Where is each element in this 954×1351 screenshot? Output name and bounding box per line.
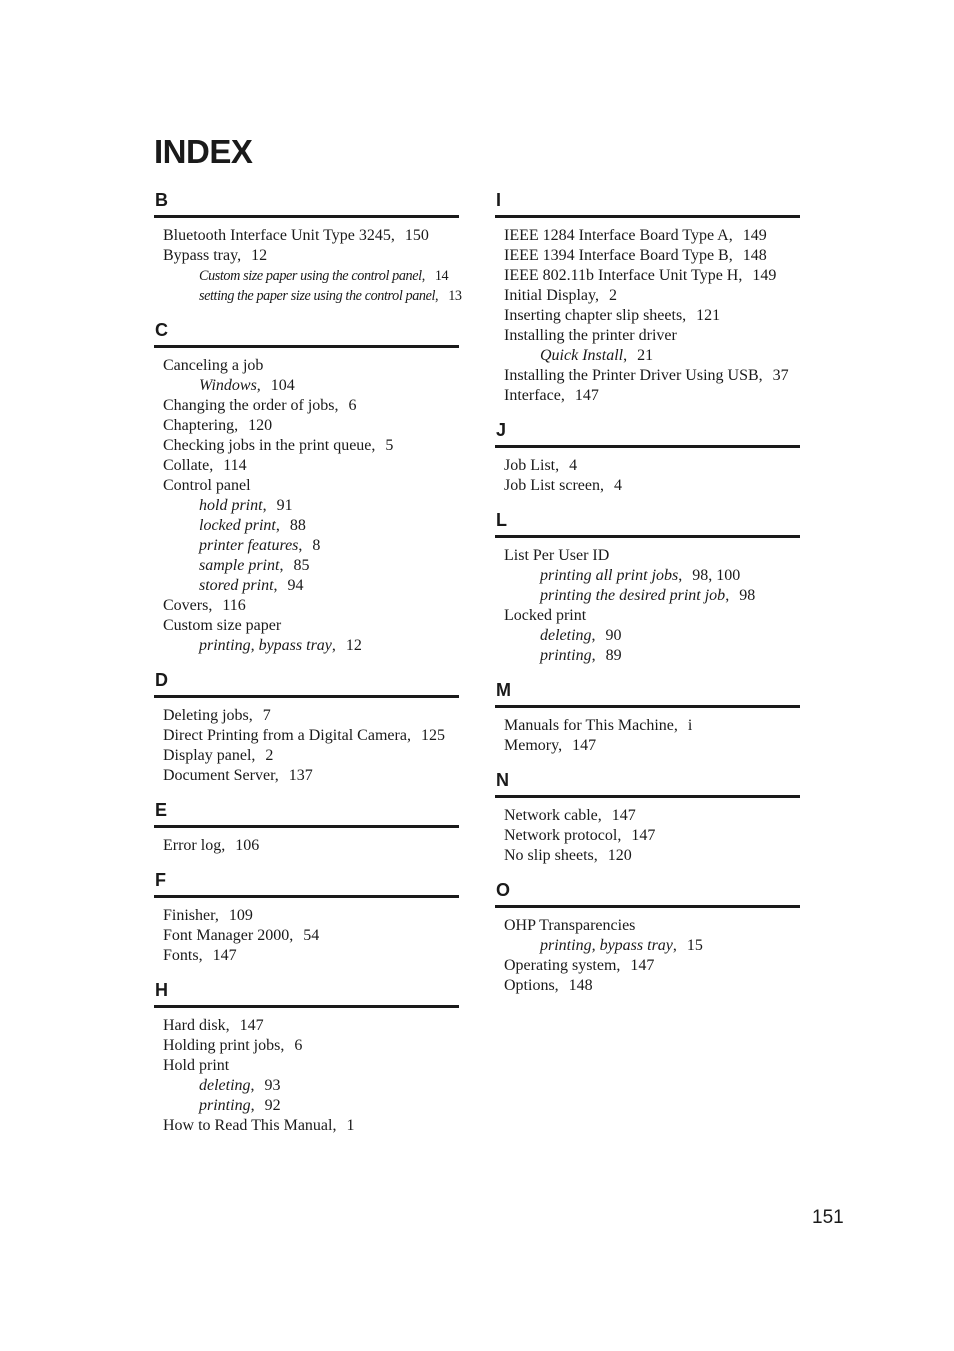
entry-list bbox=[154, 906, 459, 966]
entry-separator: , bbox=[554, 977, 559, 994]
index-entry bbox=[163, 906, 459, 926]
index-entry bbox=[163, 616, 459, 636]
section-letter: B bbox=[155, 190, 168, 210]
entry-page-ref: 114 bbox=[223, 457, 247, 474]
index-entry bbox=[163, 946, 459, 966]
entry-term: Direct Printing from a Digital Camera bbox=[163, 727, 407, 744]
entry-list bbox=[154, 836, 459, 856]
entry-page-ref: 14 bbox=[434, 268, 449, 284]
section-divider bbox=[154, 695, 459, 698]
entry-term: Fonts bbox=[163, 947, 199, 964]
index-entry bbox=[163, 1056, 459, 1076]
index-entry bbox=[504, 736, 800, 756]
entry-term: Network cable bbox=[504, 807, 598, 824]
entry-separator: , bbox=[623, 347, 628, 364]
entry-term: stored print bbox=[199, 577, 274, 594]
entry-separator: , bbox=[758, 367, 763, 384]
entry-page-ref: 85 bbox=[293, 557, 310, 574]
index-entry bbox=[504, 846, 800, 866]
entry-separator: , bbox=[678, 567, 683, 584]
index-entry bbox=[163, 926, 459, 946]
entry-term: printing bbox=[540, 647, 592, 664]
index-entry bbox=[163, 1116, 459, 1136]
entry-list bbox=[154, 706, 459, 786]
section-divider bbox=[495, 445, 800, 448]
entry-term: sample print bbox=[199, 557, 280, 574]
index-subentry bbox=[163, 536, 459, 556]
entry-separator: , bbox=[221, 837, 226, 854]
index-entry bbox=[504, 806, 800, 826]
index-column-left bbox=[154, 188, 462, 1148]
entry-term: Inserting chapter slip sheets bbox=[504, 307, 683, 324]
index-entry bbox=[504, 386, 800, 406]
index-subentry bbox=[163, 286, 462, 306]
index-section-i bbox=[495, 188, 800, 406]
entry-page-ref: 148 bbox=[568, 977, 593, 994]
entry-page-ref: i bbox=[687, 717, 693, 734]
section-letter: O bbox=[496, 880, 511, 900]
entry-term: printing, bypass tray bbox=[540, 937, 673, 954]
entry-separator: , bbox=[225, 1017, 230, 1034]
entry-term: Quick Install bbox=[540, 347, 624, 364]
entry-separator: , bbox=[331, 637, 336, 654]
entry-term: printing, bypass tray bbox=[199, 637, 332, 654]
index-entry bbox=[163, 226, 459, 246]
index-subentry bbox=[504, 626, 800, 646]
index-section-d bbox=[154, 668, 459, 786]
section-letter: F bbox=[155, 870, 166, 890]
entry-page-ref: 6 bbox=[348, 397, 357, 414]
index-entry bbox=[504, 606, 800, 626]
entry-list bbox=[495, 916, 800, 996]
entry-page-ref: 98 bbox=[739, 587, 756, 604]
entry-separator: , bbox=[332, 1117, 337, 1134]
entry-page-ref: 12 bbox=[251, 247, 268, 264]
index-entry bbox=[163, 836, 459, 856]
entry-page-ref: 147 bbox=[572, 737, 597, 754]
index-entry bbox=[163, 246, 459, 266]
entry-separator: , bbox=[250, 1077, 255, 1094]
entry-term: Font Manager 2000 bbox=[163, 927, 290, 944]
entry-separator: , bbox=[214, 907, 219, 924]
index-section-f bbox=[154, 868, 459, 966]
entry-separator: , bbox=[725, 587, 730, 604]
index-subentry bbox=[163, 1096, 459, 1116]
entry-term: hold print bbox=[199, 497, 263, 514]
entry-term: Deleting jobs bbox=[163, 707, 249, 724]
entry-term: Initial Display bbox=[504, 287, 595, 304]
entry-separator: , bbox=[237, 247, 242, 264]
entry-term: No slip sheets bbox=[504, 847, 594, 864]
entry-separator: , bbox=[593, 847, 598, 864]
section-divider bbox=[154, 215, 459, 218]
entry-separator: , bbox=[406, 727, 411, 744]
entry-term: printing all print jobs bbox=[540, 567, 679, 584]
index-subentry bbox=[504, 646, 800, 666]
entry-separator: , bbox=[275, 517, 280, 534]
entry-page-ref: 4 bbox=[569, 457, 578, 474]
entry-page-ref: 120 bbox=[607, 847, 632, 864]
index-entry bbox=[504, 306, 800, 326]
entry-list bbox=[495, 456, 800, 496]
entry-separator: , bbox=[256, 377, 261, 394]
section-letter: C bbox=[155, 320, 168, 340]
section-divider bbox=[495, 705, 800, 708]
index-entry bbox=[504, 266, 800, 286]
entry-separator: , bbox=[738, 267, 743, 284]
section-letter: M bbox=[496, 680, 511, 700]
entry-page-ref: 90 bbox=[605, 627, 622, 644]
entry-term: Hold print bbox=[163, 1057, 230, 1074]
entry-page-ref: 37 bbox=[772, 367, 789, 384]
section-divider bbox=[154, 345, 459, 348]
entry-term: OHP Transparencies bbox=[504, 917, 636, 934]
entry-page-ref: 94 bbox=[287, 577, 304, 594]
section-divider bbox=[495, 535, 800, 538]
entry-term: printer features bbox=[199, 537, 299, 554]
entry-page-ref: 54 bbox=[303, 927, 320, 944]
section-divider bbox=[154, 1005, 459, 1008]
index-entry bbox=[504, 226, 800, 246]
index-entry bbox=[504, 716, 800, 736]
index-entry bbox=[163, 436, 459, 456]
entry-separator: , bbox=[616, 957, 621, 974]
entry-term: Installing the Printer Driver Using USB bbox=[504, 367, 759, 384]
index-section-e bbox=[154, 798, 459, 856]
entry-separator: , bbox=[334, 397, 339, 414]
index-subentry bbox=[163, 636, 459, 656]
entry-page-ref: 147 bbox=[212, 947, 237, 964]
entry-term: Holding print jobs bbox=[163, 1037, 281, 1054]
section-letter: H bbox=[155, 980, 168, 1000]
index-entry bbox=[163, 596, 459, 616]
entry-list bbox=[495, 226, 800, 406]
entry-page-ref: 120 bbox=[248, 417, 273, 434]
entry-page-ref: 109 bbox=[228, 907, 253, 924]
entry-separator: , bbox=[262, 497, 267, 514]
entry-term: Windows bbox=[199, 377, 257, 394]
index-section-j bbox=[495, 418, 800, 496]
entry-page-ref: 12 bbox=[345, 637, 362, 654]
index-entry bbox=[504, 366, 800, 386]
entry-list bbox=[154, 1016, 459, 1136]
entry-page-ref: 88 bbox=[289, 517, 306, 534]
index-section-b bbox=[154, 188, 462, 306]
entry-separator: , bbox=[435, 288, 439, 304]
index-subentry bbox=[163, 516, 459, 536]
index-entry bbox=[504, 916, 800, 936]
index-entry bbox=[163, 706, 459, 726]
entry-page-ref: 15 bbox=[686, 937, 703, 954]
entry-page-ref: 147 bbox=[574, 387, 599, 404]
entry-separator: , bbox=[280, 1037, 285, 1054]
index-entry bbox=[163, 356, 459, 376]
entry-page-ref: 5 bbox=[385, 437, 394, 454]
entry-term: Control panel bbox=[163, 477, 251, 494]
entry-page-ref: 121 bbox=[696, 307, 721, 324]
entry-list bbox=[154, 356, 459, 656]
entry-separator: , bbox=[558, 737, 563, 754]
entry-page-ref: 148 bbox=[742, 247, 767, 264]
entry-term: Covers bbox=[163, 597, 209, 614]
entry-separator: , bbox=[673, 717, 678, 734]
index-entry bbox=[163, 1036, 459, 1056]
entry-separator: , bbox=[599, 477, 604, 494]
entry-separator: , bbox=[560, 387, 565, 404]
index-subentry bbox=[163, 1076, 459, 1096]
entry-page-ref: 150 bbox=[404, 227, 429, 244]
entry-term: Checking jobs in the print queue bbox=[163, 437, 372, 454]
entry-separator: , bbox=[591, 647, 596, 664]
entry-separator: , bbox=[591, 627, 596, 644]
entry-term: Custom size paper bbox=[163, 617, 282, 634]
entry-list bbox=[495, 546, 800, 666]
entry-term: Canceling a job bbox=[163, 357, 264, 374]
index-section-h bbox=[154, 978, 459, 1136]
entry-term: setting the paper size using the control panel bbox=[199, 288, 436, 304]
entry-page-ref: 147 bbox=[239, 1017, 264, 1034]
entry-separator: , bbox=[617, 827, 622, 844]
entry-page-ref: 137 bbox=[288, 767, 313, 784]
entry-separator: , bbox=[208, 597, 213, 614]
entry-page-ref: 8 bbox=[312, 537, 321, 554]
entry-term: Document Server bbox=[163, 767, 275, 784]
entry-page-ref: 21 bbox=[637, 347, 654, 364]
index-subentry bbox=[163, 496, 459, 516]
section-divider bbox=[495, 795, 800, 798]
entry-page-ref: 149 bbox=[752, 267, 777, 284]
entry-page-ref: 116 bbox=[222, 597, 246, 614]
entry-term: printing the desired print job bbox=[540, 587, 726, 604]
entry-term: IEEE 802.11b Interface Unit Type H bbox=[504, 267, 739, 284]
entry-page-ref: 125 bbox=[420, 727, 445, 744]
entry-page-ref: 1 bbox=[346, 1117, 355, 1134]
index-subentry bbox=[504, 936, 800, 956]
page-number: 151 bbox=[812, 1207, 844, 1228]
index-section-l bbox=[495, 508, 800, 666]
entry-separator: , bbox=[555, 457, 560, 474]
index-entry bbox=[504, 476, 800, 496]
entry-page-ref: 98, 100 bbox=[692, 567, 741, 584]
entry-separator: , bbox=[594, 287, 599, 304]
index-entry bbox=[163, 766, 459, 786]
entry-term: How to Read This Manual bbox=[163, 1117, 333, 1134]
entry-term: Finisher bbox=[163, 907, 215, 924]
entry-list bbox=[495, 806, 800, 866]
entry-separator: , bbox=[390, 227, 395, 244]
index-entry bbox=[163, 1016, 459, 1036]
section-letter: E bbox=[155, 800, 168, 820]
index-subentry bbox=[163, 376, 459, 396]
entry-page-ref: 89 bbox=[605, 647, 622, 664]
entry-page-ref: 93 bbox=[264, 1077, 281, 1094]
index-entry bbox=[163, 396, 459, 416]
entry-term: IEEE 1284 Interface Board Type A bbox=[504, 227, 729, 244]
entry-separator: , bbox=[234, 417, 239, 434]
index-column-right bbox=[495, 188, 800, 1008]
entry-term: Display panel bbox=[163, 747, 252, 764]
entry-page-ref: 92 bbox=[264, 1097, 281, 1114]
entry-term: locked print bbox=[199, 517, 276, 534]
entry-separator: , bbox=[597, 807, 602, 824]
section-letter: D bbox=[155, 670, 168, 690]
index-entry bbox=[504, 456, 800, 476]
index-subentry bbox=[504, 566, 800, 586]
entry-separator: , bbox=[298, 537, 303, 554]
index-entry bbox=[504, 326, 800, 346]
index-entry bbox=[504, 246, 800, 266]
entry-list bbox=[154, 226, 462, 306]
entry-term: Collate bbox=[163, 457, 210, 474]
entry-term: Hard disk bbox=[163, 1017, 226, 1034]
entry-term: Bluetooth Interface Unit Type 3245 bbox=[163, 227, 391, 244]
entry-page-ref: 147 bbox=[631, 827, 656, 844]
section-letter: L bbox=[496, 510, 507, 530]
index-entry bbox=[504, 956, 800, 976]
entry-term: List Per User ID bbox=[504, 547, 610, 564]
entry-separator: , bbox=[728, 247, 733, 264]
entry-term: Options bbox=[504, 977, 555, 994]
index-subentry bbox=[163, 266, 459, 286]
index-subentry bbox=[504, 586, 800, 606]
index-subentry bbox=[163, 556, 459, 576]
entry-term: Bypass tray bbox=[163, 247, 238, 264]
entry-page-ref: 104 bbox=[270, 377, 295, 394]
entry-separator: , bbox=[279, 557, 284, 574]
entry-term: Installing the printer driver bbox=[504, 327, 677, 344]
entry-page-ref: 13 bbox=[448, 288, 462, 304]
entry-separator: , bbox=[273, 577, 278, 594]
section-letter: I bbox=[496, 190, 502, 210]
entry-separator: , bbox=[682, 307, 687, 324]
index-entry bbox=[163, 746, 459, 766]
index-subentry bbox=[504, 346, 800, 366]
entry-term: Memory bbox=[504, 737, 559, 754]
index-entry bbox=[504, 546, 800, 566]
entry-page-ref: 7 bbox=[262, 707, 271, 724]
section-divider bbox=[154, 825, 459, 828]
index-subentry bbox=[163, 576, 459, 596]
entry-term: Job List screen bbox=[504, 477, 600, 494]
entry-page-ref: 6 bbox=[294, 1037, 303, 1054]
index-entry bbox=[504, 826, 800, 846]
entry-page-ref: 149 bbox=[742, 227, 767, 244]
entry-separator: , bbox=[371, 437, 376, 454]
entry-separator: , bbox=[274, 767, 279, 784]
index-entry bbox=[163, 476, 459, 496]
section-divider bbox=[495, 905, 800, 908]
entry-term: Operating system bbox=[504, 957, 617, 974]
section-letter: N bbox=[496, 770, 509, 790]
entry-page-ref: 2 bbox=[608, 287, 617, 304]
entry-term: Interface bbox=[504, 387, 561, 404]
entry-separator: , bbox=[672, 937, 677, 954]
entry-page-ref: 106 bbox=[235, 837, 260, 854]
entry-separator: , bbox=[198, 947, 203, 964]
entry-separator: , bbox=[209, 457, 214, 474]
entry-term: Changing the order of jobs bbox=[163, 397, 335, 414]
entry-term: Custom size paper using the control panel bbox=[199, 268, 422, 284]
entry-term: Locked print bbox=[504, 607, 587, 624]
entry-term: Chaptering bbox=[163, 417, 235, 434]
entry-separator: , bbox=[421, 268, 425, 284]
entry-list bbox=[495, 716, 800, 756]
section-divider bbox=[154, 895, 459, 898]
index-entry bbox=[163, 726, 459, 746]
entry-term: Network protocol bbox=[504, 827, 618, 844]
entry-separator: , bbox=[289, 927, 294, 944]
section-divider bbox=[495, 215, 800, 218]
entry-separator: , bbox=[248, 707, 253, 724]
entry-term: Error log bbox=[163, 837, 222, 854]
page-title: INDEX bbox=[154, 133, 253, 170]
entry-page-ref: 147 bbox=[630, 957, 655, 974]
entry-term: deleting bbox=[199, 1077, 251, 1094]
entry-page-ref: 2 bbox=[265, 747, 274, 764]
entry-page-ref: 91 bbox=[276, 497, 293, 514]
index-section-n bbox=[495, 768, 800, 866]
index-section-m bbox=[495, 678, 800, 756]
entry-separator: , bbox=[251, 747, 256, 764]
index-section-o bbox=[495, 878, 800, 996]
entry-separator: , bbox=[250, 1097, 255, 1114]
entry-term: IEEE 1394 Interface Board Type B bbox=[504, 247, 729, 264]
index-section-c bbox=[154, 318, 459, 656]
index-entry bbox=[163, 456, 459, 476]
section-letter: J bbox=[496, 420, 507, 440]
index-entry bbox=[163, 416, 459, 436]
entry-page-ref: 4 bbox=[613, 477, 622, 494]
index-entry bbox=[504, 976, 800, 996]
entry-page-ref: 147 bbox=[611, 807, 636, 824]
entry-term: printing bbox=[199, 1097, 251, 1114]
entry-separator: , bbox=[728, 227, 733, 244]
entry-term: Manuals for This Machine bbox=[504, 717, 674, 734]
entry-term: Job List bbox=[504, 457, 556, 474]
entry-term: deleting bbox=[540, 627, 592, 644]
index-entry bbox=[504, 286, 800, 306]
